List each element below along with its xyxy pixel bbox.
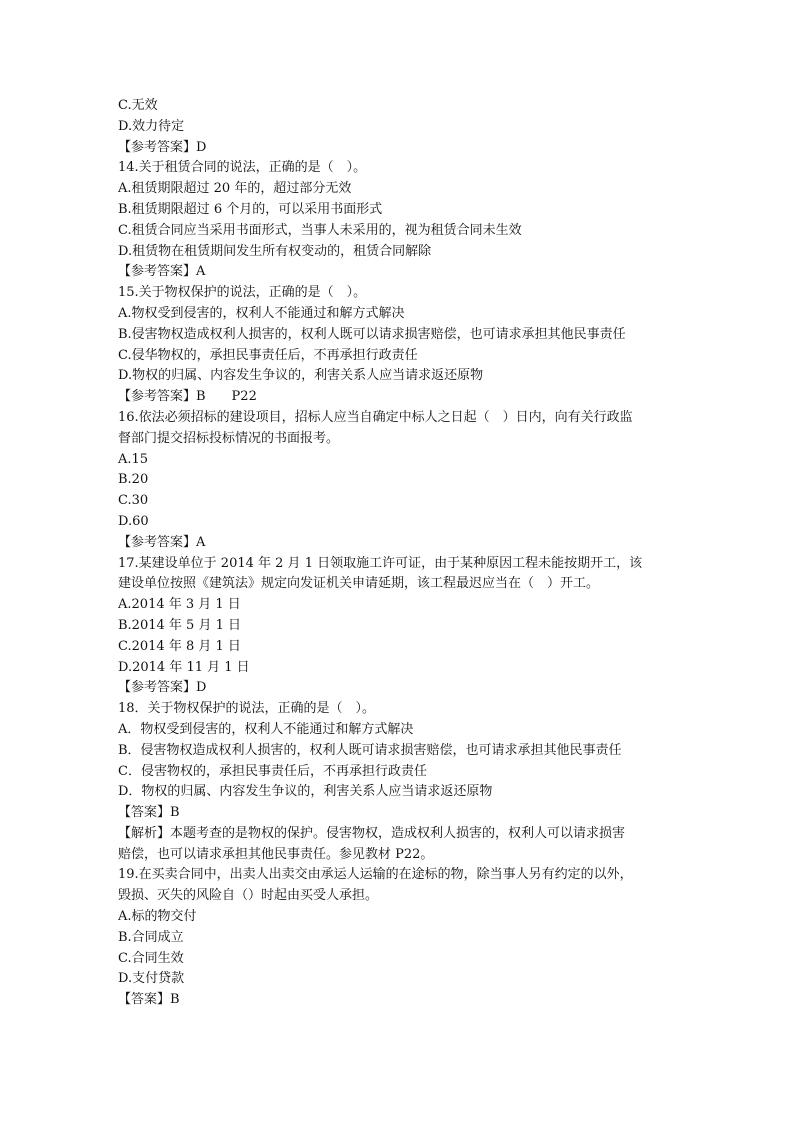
answer-q16: 【参考答案】A — [118, 534, 206, 550]
question-17-line-2: 建设单位按照《建筑法》规定向发证机关申请延期，该工程最迟应当在（ ）开工。 — [118, 576, 600, 592]
document-page — [118, 96, 688, 1011]
option-d-q14: D.租赁物在租赁期间发生所有权变动的，租赁合同解除 — [118, 243, 432, 259]
option-d-q18: D．物权的归属、内容发生争议的，利害关系人应当请求返还原物 — [118, 784, 493, 800]
option-d-q13: D.效力待定 — [118, 118, 185, 134]
analysis-q18-line-2: 赔偿，也可以请求承担其他民事责任。参见教材 P22。 — [118, 846, 434, 862]
option-c-q14: C.租赁合同应当采用书面形式，当事人未采用的，视为租赁合同未生效 — [118, 222, 522, 238]
option-d-q16: D.60 — [118, 513, 149, 529]
option-a-q15: A.物权受到侵害的，权利人不能通过和解方式解决 — [118, 305, 405, 321]
option-b-q15: B.侵害物权造成权利人损害的，权利人既可以请求损害赔偿，也可请求承担其他民事责任 — [118, 326, 626, 342]
answer-q13: 【参考答案】D — [118, 139, 207, 155]
analysis-q18-line-1: 【解析】本题考查的是物权的保护。侵害物权，造成权利人损害的，权利人可以请求损害 — [118, 825, 626, 841]
option-d-q15: D.物权的归属、内容发生争议的，利害关系人应当请求返还原物 — [118, 368, 484, 384]
option-c-q16: C.30 — [118, 493, 149, 509]
option-b-q14: B.租赁期限超过 6 个月的，可以采用书面形式 — [118, 201, 383, 217]
answer-q18: 【答案】B — [118, 805, 180, 821]
question-17-line-1: 17.某建设单位于 2014 年 2 月 1 日领取施工许可证，由于某种原因工程未能按期开工，该 — [118, 555, 643, 571]
option-d-q17: D.2014 年 11 月 1 日 — [118, 659, 250, 675]
option-c-q18: C．侵害物权的，承担民事责任后，不再承担行政责任 — [118, 763, 427, 779]
answer-q14: 【参考答案】A — [118, 264, 206, 280]
option-c-q15: C.侵华物权的，承担民事责任后，不再承担行政责任 — [118, 347, 418, 363]
option-b-q16: B.20 — [118, 472, 149, 488]
option-a-q17: A.2014 年 3 月 1 日 — [118, 597, 241, 613]
answer-q19: 【答案】B — [118, 992, 180, 1008]
option-b-q19: B.合同成立 — [118, 929, 184, 945]
option-b-q17: B.2014 年 5 月 1 日 — [118, 617, 241, 633]
option-a-q16: A.15 — [118, 451, 149, 467]
option-c-q13: C.无效 — [118, 98, 158, 113]
option-b-q18: B．侵害物权造成权利人损害的，权利人既可请求损害赔偿，也可请求承担其他民事责任 — [118, 742, 622, 758]
answer-q15: 【参考答案】B P22 — [118, 389, 257, 405]
answer-q17: 【参考答案】D — [118, 680, 207, 696]
option-a-q19: A.标的物交付 — [118, 909, 197, 925]
question-19-line-1: 19.在买卖合同中，出卖人出卖交由承运人运输的在途标的物，除当事人另有约定的以外， — [118, 867, 633, 883]
question-16-line-1: 16.依法必须招标的建设项目，招标人应当自确定中标人之日起（ ）日内，向有关行政监 — [118, 409, 633, 425]
option-c-q19: C.合同生效 — [118, 950, 184, 966]
option-c-q17: C.2014 年 8 月 1 日 — [118, 638, 241, 654]
option-a-q18: A．物权受到侵害的，权利人不能通过和解方式解决 — [118, 721, 414, 737]
question-16-line-2: 督部门提交招标投标情况的书面报考。 — [118, 430, 340, 446]
question-18: 18．关于物权保护的说法，正确的是（ ）。 — [118, 701, 376, 717]
option-a-q14: A.租赁期限超过 20 年的，超过部分无效 — [118, 181, 352, 197]
question-14: 14.关于租赁合同的说法，正确的是（ ）。 — [118, 160, 367, 176]
question-15: 15.关于物权保护的说法，正确的是（ ）。 — [118, 285, 367, 301]
question-19-line-2: 毁损、灭失的风险自（）时起由买受人承担。 — [118, 888, 379, 904]
option-d-q19: D.支付贷款 — [118, 971, 185, 987]
